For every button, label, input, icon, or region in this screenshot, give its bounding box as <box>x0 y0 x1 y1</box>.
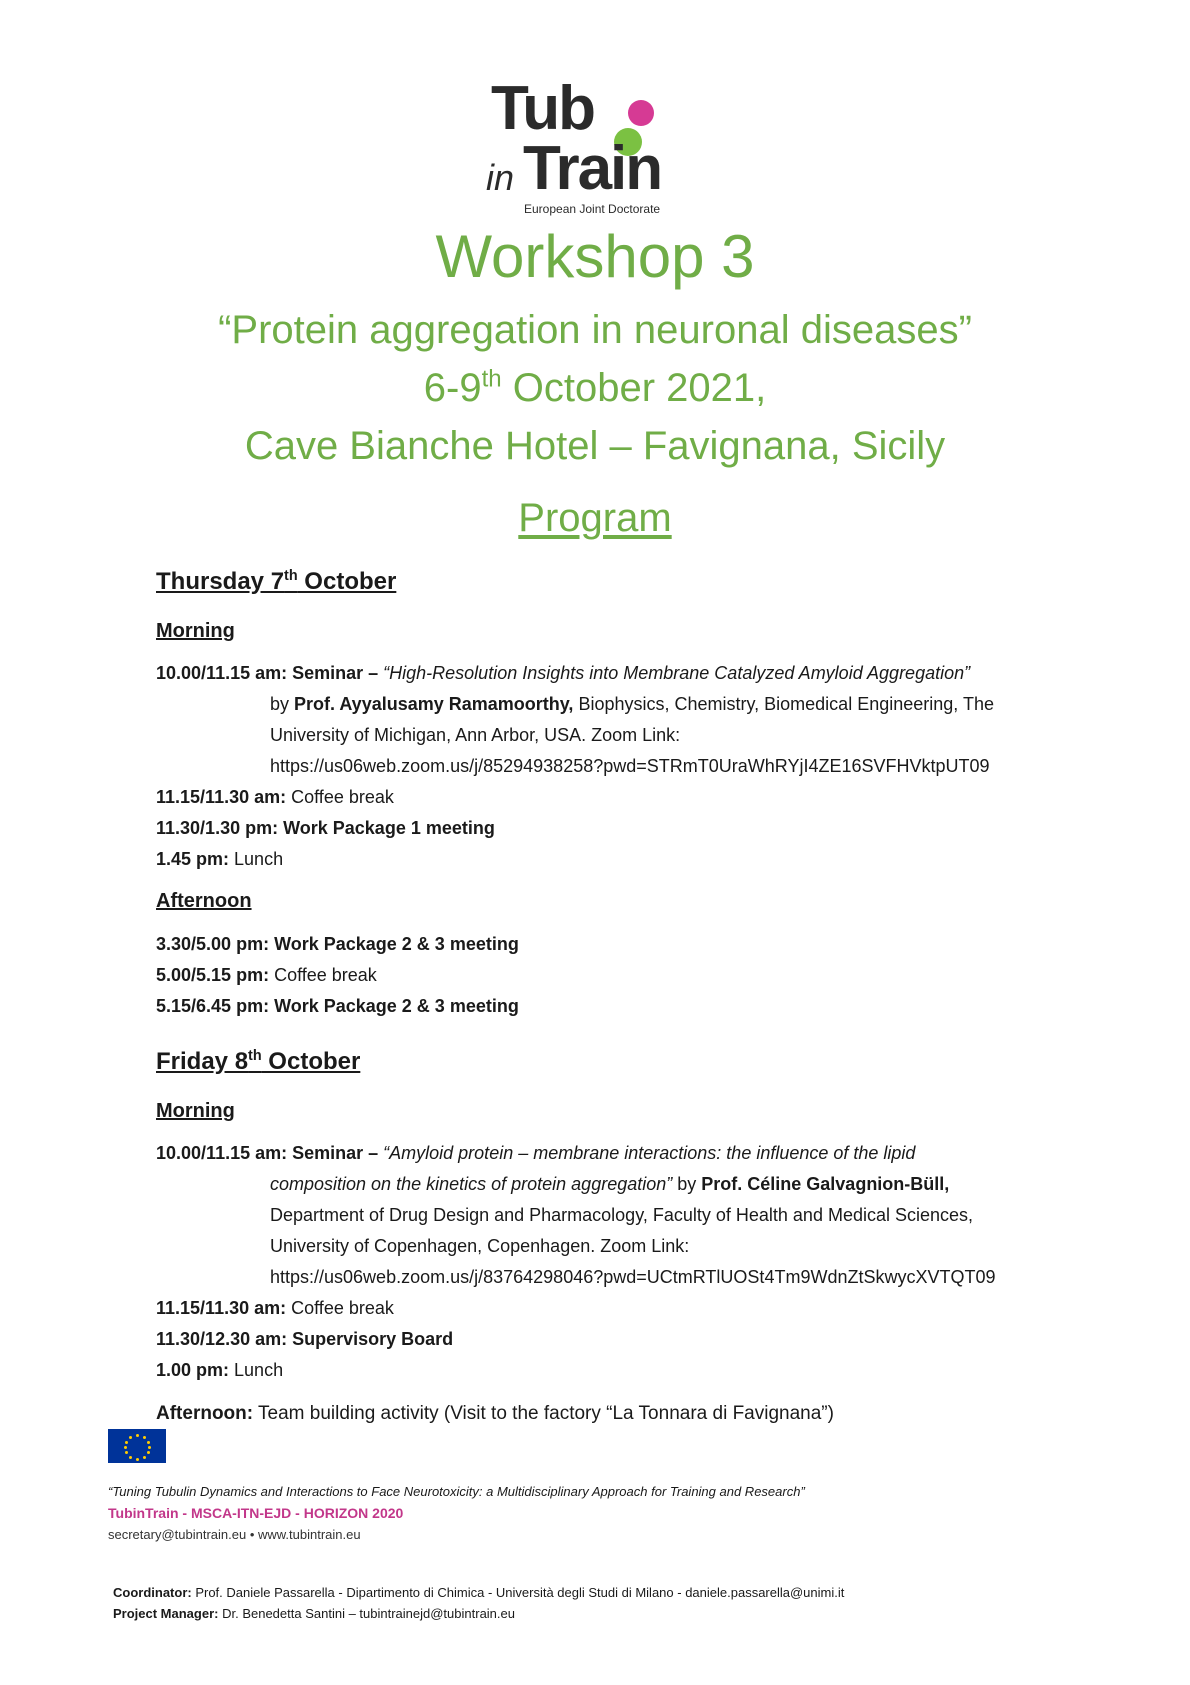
logo-word-train: Train <box>523 134 662 203</box>
schedule-item: 5.00/5.15 pm: Coffee break <box>156 965 377 985</box>
friday-seminar-title-cont: composition on the kinetics of protein aggregation” by Prof. Céline Galvagnion-Büll, <box>270 1174 950 1194</box>
footer-coordinator: Coordinator: Prof. Daniele Passarella - Dipartimento di Chimica - Università degli Studi di Milano - daniele.passarella@unimi.it <box>113 1585 845 1600</box>
eu-flag-icon <box>108 1429 166 1463</box>
workshop-dates: 6-9th October 2021, <box>423 365 767 410</box>
program-heading: Program <box>518 496 672 540</box>
friday-seminar-affiliation: Department of Drug Design and Pharmacology, Faculty of Health and Medical Sciences, <box>270 1205 974 1225</box>
schedule-item: 11.30/1.30 pm: Work Package 1 meeting <box>156 818 495 838</box>
thursday-morning-heading: Morning <box>156 620 235 642</box>
logo-word-in: in <box>486 157 515 198</box>
friday-morning-heading: Morning <box>156 1100 235 1122</box>
schedule-item: 11.15/11.30 am: Coffee break <box>156 1298 394 1318</box>
friday-seminar-affiliation-cont: University of Copenhagen, Copenhagen. Zoom Link: <box>270 1236 690 1256</box>
tubintrain-logo <box>486 74 696 220</box>
logo-subtitle: European Joint Doctorate <box>524 202 661 216</box>
footer-project-title: “Tuning Tubulin Dynamics and Interactions to Face Neurotoxicity: a Multidisciplinary Approach for Training and Research” <box>108 1484 805 1499</box>
thursday-seminar-affiliation: University of Michigan, Ann Arbor, USA. Zoom Link: <box>270 725 681 745</box>
schedule-item: 3.30/5.00 pm: Work Package 2 & 3 meeting <box>156 934 519 954</box>
day-heading-friday: Friday 8th October <box>156 1048 361 1075</box>
schedule-item: 11.30/12.30 am: Supervisory Board <box>156 1329 454 1349</box>
friday-seminar-line: 10.00/11.15 am: Seminar – “Amyloid protein – membrane interactions: the influence of the lipid <box>156 1143 916 1163</box>
thursday-zoom-link[interactable]: https://us06web.zoom.us/j/85294938258?pwd=STRmT0UraWhRYjI4ZE16SVFHVktpUT09 <box>270 756 990 776</box>
friday-zoom-link[interactable]: https://us06web.zoom.us/j/83764298046?pwd=UCtmRTlUOSt4Tm9WdnZtSkwycXVTQT09 <box>270 1267 996 1287</box>
footer-project-manager: Project Manager: Dr. Benedetta Santini – tubintrainejd@tubintrain.eu <box>113 1606 515 1621</box>
workshop-venue: Cave Bianche Hotel – Favignana, Sicily <box>244 424 946 468</box>
workshop-title: Workshop 3 <box>435 223 755 290</box>
footer-contact[interactable]: secretary@tubintrain.eu • www.tubintrain.eu <box>108 1527 361 1542</box>
day-heading-thursday: Thursday 7th October <box>156 568 397 595</box>
workshop-theme: “Protein aggregation in neuronal diseases” <box>218 308 972 352</box>
schedule-item: 11.15/11.30 am: Coffee break <box>156 787 394 807</box>
logo-pink-dot-icon <box>628 100 654 126</box>
schedule-item: 5.15/6.45 pm: Work Package 2 & 3 meeting <box>156 996 519 1016</box>
schedule-item: 1.45 pm: Lunch <box>156 849 284 869</box>
thursday-seminar-speaker: by Prof. Ayyalusamy Ramamoorthy, Biophysics, Chemistry, Biomedical Engineering, The <box>270 694 994 714</box>
friday-afternoon-activity: Afternoon: Team building activity (Visit to the factory “La Tonnara di Favignana”) <box>156 1403 834 1424</box>
logo-word-tub: Tub <box>491 74 595 143</box>
footer-project-name: TubinTrain - MSCA-ITN-EJD - HORIZON 2020 <box>108 1505 404 1521</box>
thursday-afternoon-heading: Afternoon <box>156 890 252 912</box>
schedule-item: 1.00 pm: Lunch <box>156 1360 284 1380</box>
thursday-seminar-line: 10.00/11.15 am: Seminar – “High-Resolution Insights into Membrane Catalyzed Amyloid Aggregation” <box>156 663 971 683</box>
